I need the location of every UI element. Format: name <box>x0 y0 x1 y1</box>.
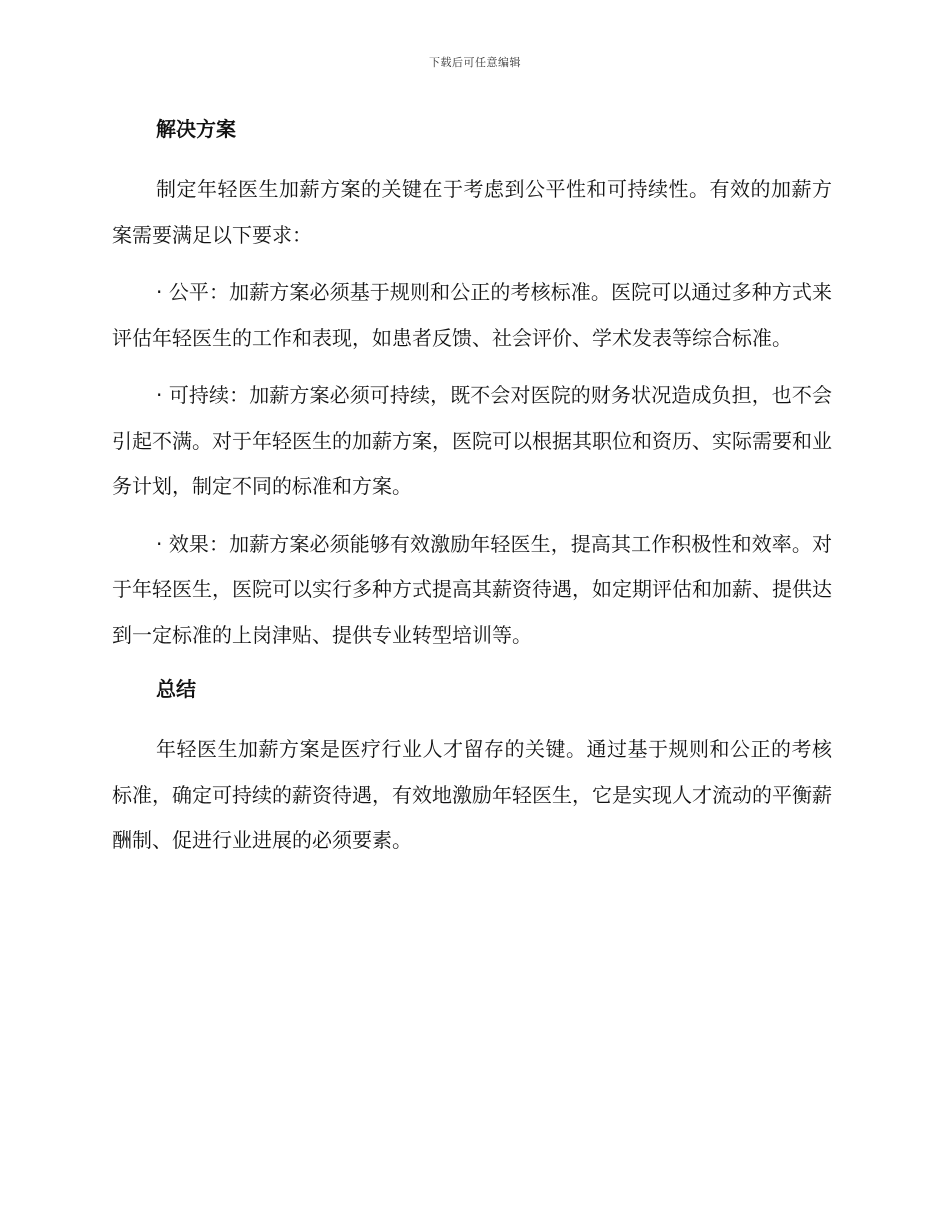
document-body <box>112 112 832 864</box>
section-heading-summary: 总结 <box>156 677 196 701</box>
paragraph-effectiveness: · 效果：加薪方案必须能够有效激励年轻医生，提高其工作积极性和效率。对于年轻医生，医院可以实行多种方式提高其薪资待遇，如定期评估和加薪、提供达到一定标准的上岗津贴、提供专业转型培训等。 <box>112 531 832 647</box>
section-heading-solution: 解决方案 <box>156 117 236 141</box>
paragraph-summary: 年轻医生加薪方案是医疗行业人才留存的关键。通过基于规则和公正的考核标准，确定可持续的薪资待遇，有效地激励年轻医生，它是实现人才流动的平衡薪酬制、促进行业进展的必须要素。 <box>112 737 832 852</box>
paragraph-intro: 制定年轻医生加薪方案的关键在于考虑到公平性和可持续性。有效的加薪方案需要满足以下要求： <box>112 177 832 247</box>
paragraph-sustainability: · 可持续：加薪方案必须可持续，既不会对医院的财务状况造成负担，也不会引起不满。对于年轻医生的加薪方案，医院可以根据其职位和资历、实际需要和业务计划，制定不同的标准和方案。 <box>112 383 832 498</box>
page-header: 下载后可任意编辑 <box>429 56 521 69</box>
paragraph-fairness: · 公平：加薪方案必须基于规则和公正的考核标准。医院可以通过多种方式来评估年轻医生的工作和表现，如患者反馈、社会评价、学术发表等综合标准。 <box>112 280 832 350</box>
